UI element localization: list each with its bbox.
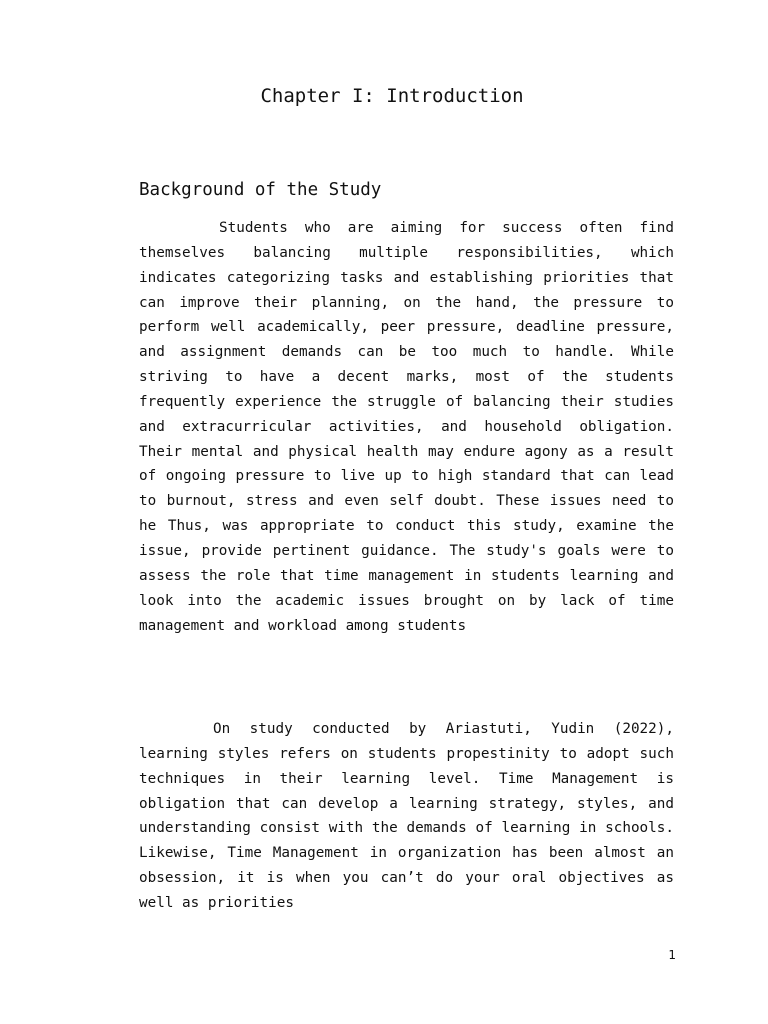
page-number: 1 [668, 948, 676, 962]
body-paragraph-1: Students who are aiming for success often find themselves balancing multiple responsibilities, which indicates categorizing tasks and establishing priorities that can improve their planning, on the hand, the pressure to perform well academically, peer pressure, deadline pressure, and assignment demands can be too much to handle. While striving to have a decent marks, most of the students frequently experience the struggle of balancing their studies and extracurricular activities, and household obligation. Their mental and physical health may endure agony as a result of ongoing pressure to live up to high standard that can lead to burnout, stress and even self doubt. These issues need to he Thus, was appropriate to conduct this study, examine the issue, provide pertinent guidance. The study's goals were to assess the role that time management in students learning and look into the academic issues brought on by lack of time management and workload among students [139, 220, 674, 634]
body-paragraph-2: On study conducted by Ariastuti, Yudin (2022), learning styles refers on students propestinity to adopt such techniques in their learning level. Time Management is obligation that can develop a learning strategy, styles, and understanding consist with the demands of learning in schools. Likewise, Time Management in organization has been almost an obsession, it is when you can’t do your oral objectives as well as priorities [139, 721, 674, 911]
chapter-title: Chapter I: Introduction [260, 85, 524, 107]
section-heading: Background of the Study [139, 180, 382, 200]
